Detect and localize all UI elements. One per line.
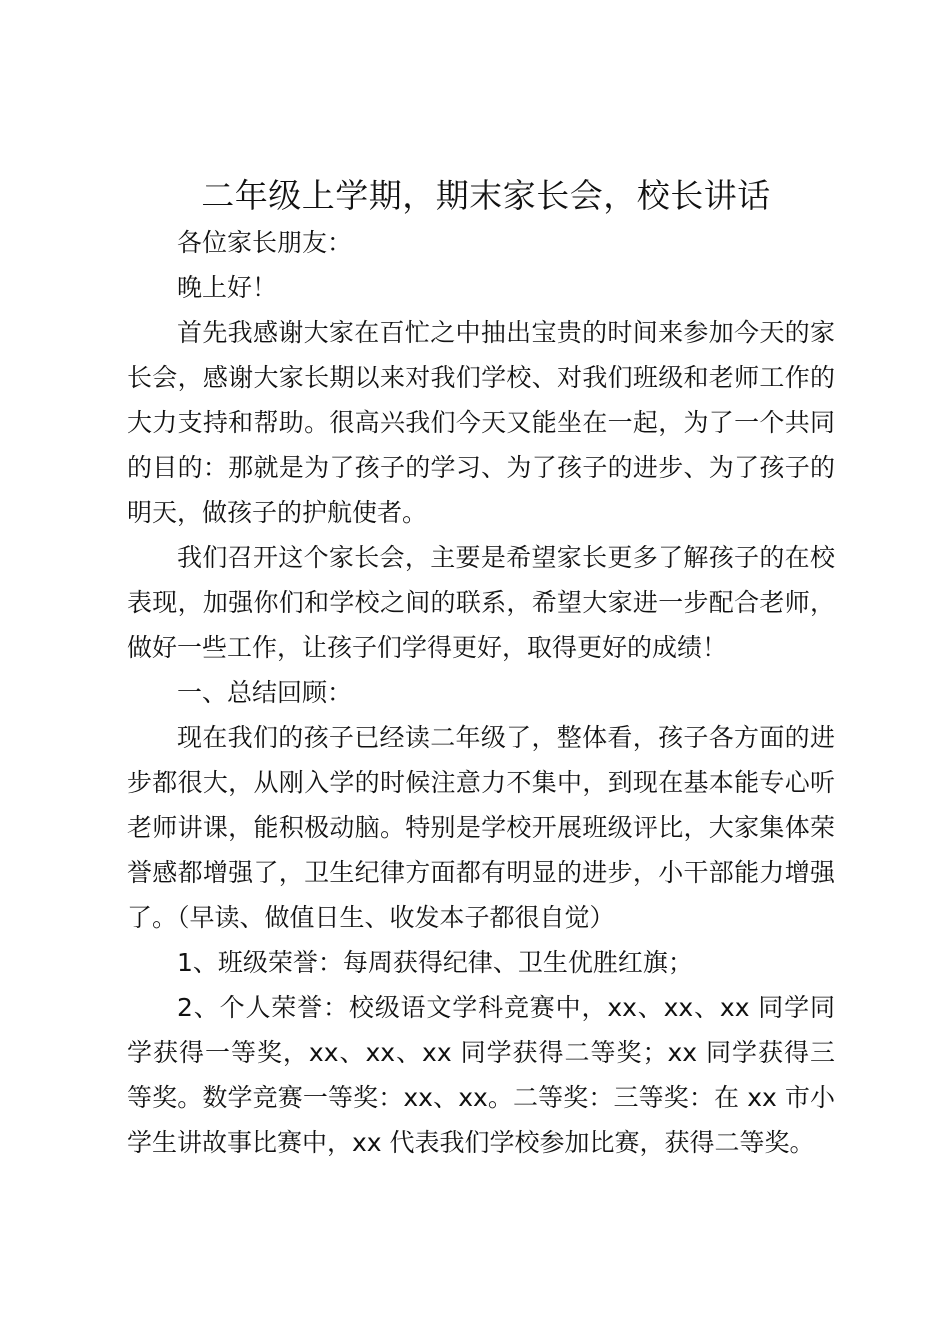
list-item-personal-honor: 2、个人荣誉：校级语文学科竞赛中，xx、xx、xx 同学同学获得一等奖，xx、xx、xx 同学获得二等奖；xx 同学获得三等奖。数学竞赛一等奖：xx、xx。二等奖：三等奖：在 xx 市小学生讲故事比赛中，xx 代表我们学校参加比赛，获得二等奖。 <box>127 993 835 1157</box>
greeting: 晚上好！ <box>177 273 278 302</box>
section-heading-review: 一、总结回顾： <box>177 678 353 707</box>
paragraph-thanks: 首先我感谢大家在百忙之中抽出宝贵的时间来参加今天的家长会，感谢大家长期以来对我们学校、对我们班级和老师工作的大力支持和帮助。很高兴我们今天又能坐在一起，为了一个共同的目的：那就是为了孩子的学习、为了孩子的进步、为了孩子的明天，做孩子的护航使者。 <box>127 318 835 527</box>
list-item-class-honor: 1、班级荣誉：每周获得纪律、卫生优胜红旗； <box>177 948 693 977</box>
salutation: 各位家长朋友： <box>177 228 353 257</box>
paragraph-purpose: 我们召开这个家长会，主要是希望家长更多了解孩子的在校表现，加强你们和学校之间的联系，希望大家进一步配合老师，做好一些工作，让孩子们学得更好，取得更好的成绩！ <box>127 543 835 662</box>
document-title: 二年级上学期，期末家长会，校长讲话 <box>201 176 771 215</box>
paragraph-progress: 现在我们的孩子已经读二年级了，整体看，孩子各方面的进步都很大，从刚入学的时候注意力不集中，到现在基本能专心听老师讲课，能积极动脑。特别是学校开展班级评比，大家集体荣誉感都增强了，卫生纪律方面都有明显的进步，小干部能力增强了。（早读、做值日生、收发本子都很自觉） <box>127 723 835 932</box>
document-page <box>127 172 835 1165</box>
